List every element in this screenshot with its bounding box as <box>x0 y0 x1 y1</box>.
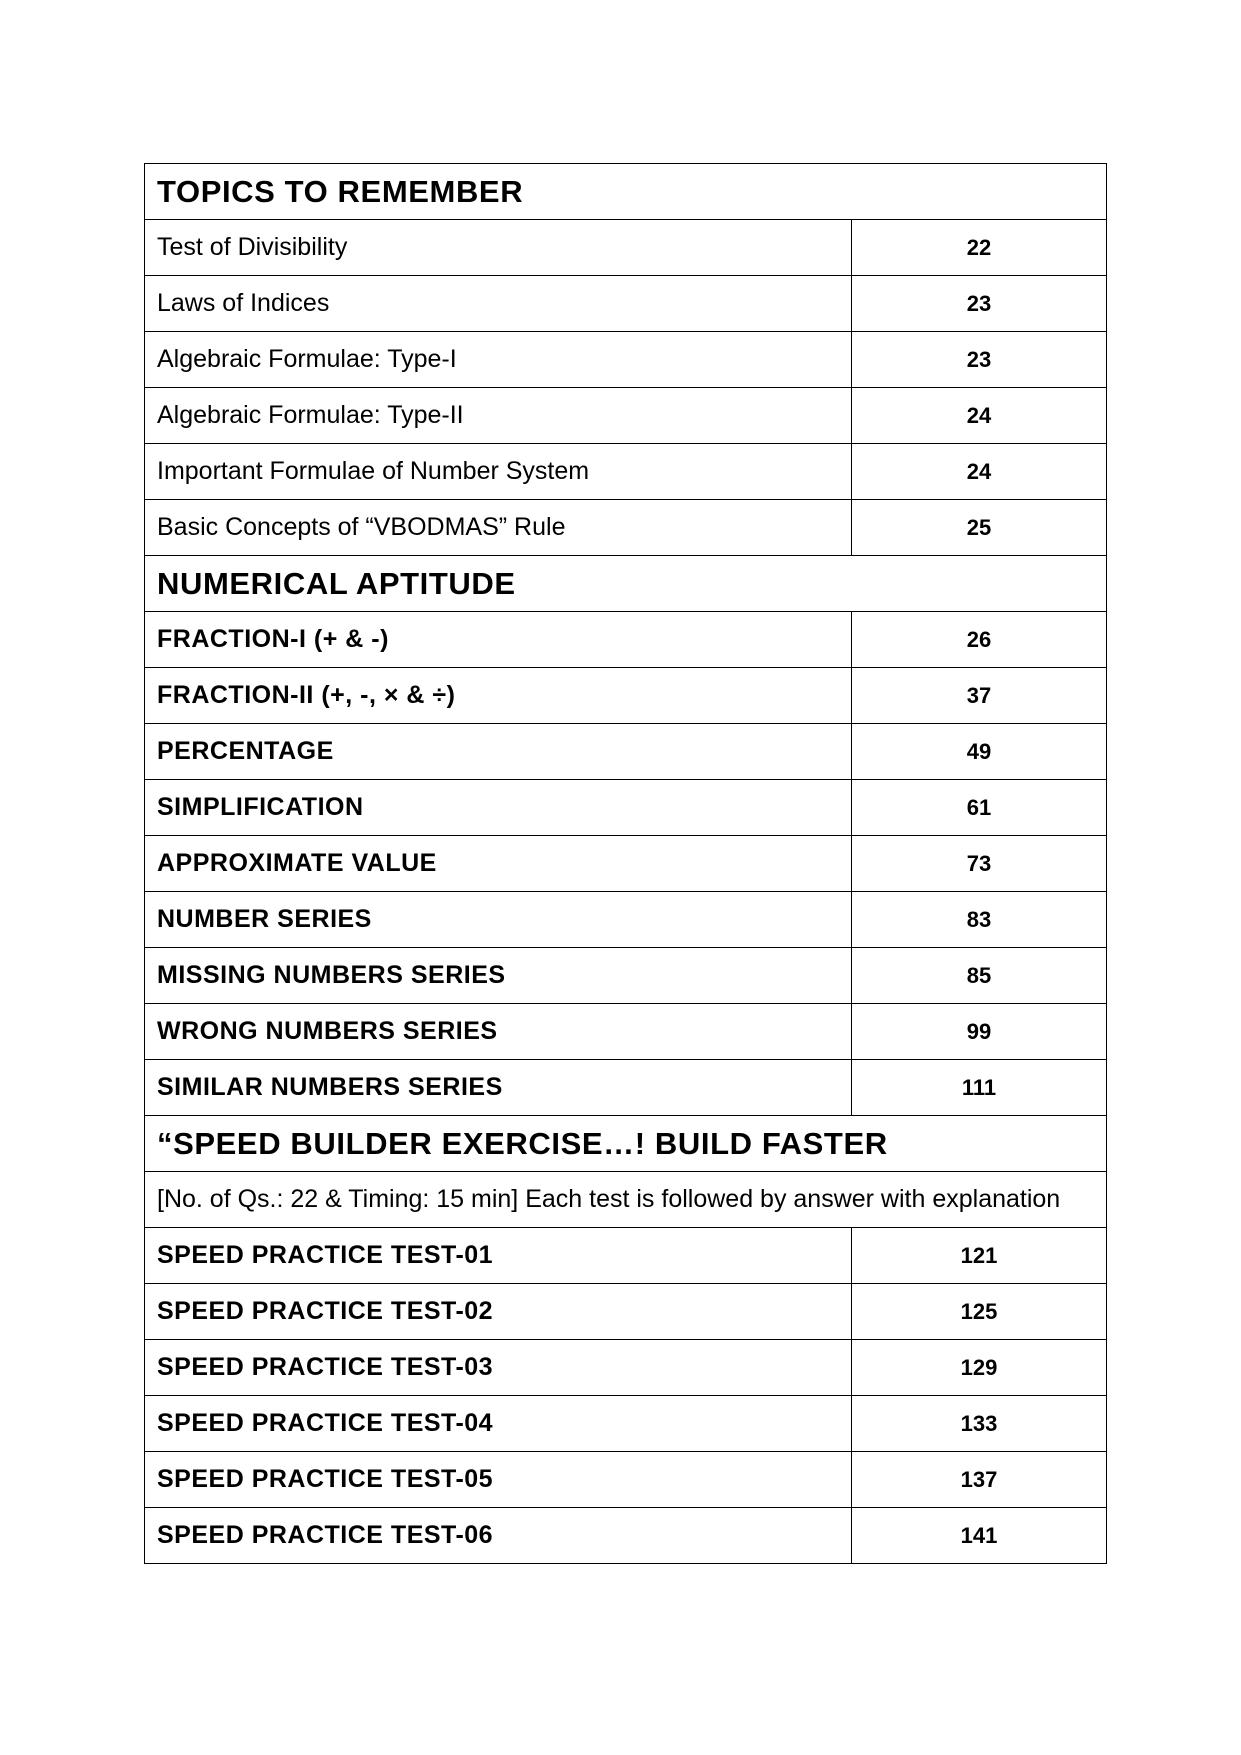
section-heading: NUMERICAL APTITUDE <box>145 556 1107 612</box>
toc-row[interactable] <box>145 668 1107 724</box>
section-header-row <box>145 1116 1107 1172</box>
toc-row[interactable] <box>145 1508 1107 1564</box>
entry-title: Test of Divisibility <box>145 220 852 276</box>
toc-row[interactable] <box>145 276 1107 332</box>
entry-title: Algebraic Formulae: Type-I <box>145 332 852 388</box>
entry-page-number: 111 <box>852 1060 1107 1116</box>
entry-page-number: 121 <box>852 1228 1107 1284</box>
section-heading: “SPEED BUILDER EXERCISE…! BUILD FASTER <box>145 1116 1107 1172</box>
entry-title: Algebraic Formulae: Type-II <box>145 388 852 444</box>
entry-page-number: 129 <box>852 1340 1107 1396</box>
entry-title: SPEED PRACTICE TEST-05 <box>145 1452 852 1508</box>
entry-page-number: 85 <box>852 948 1107 1004</box>
entry-title: APPROXIMATE VALUE <box>145 836 852 892</box>
entry-title: SPEED PRACTICE TEST-04 <box>145 1396 852 1452</box>
entry-title: MISSING NUMBERS SERIES <box>145 948 852 1004</box>
entry-page-number: 25 <box>852 500 1107 556</box>
entry-page-number: 24 <box>852 388 1107 444</box>
toc-row[interactable] <box>145 1284 1107 1340</box>
toc-row[interactable] <box>145 1340 1107 1396</box>
section-header-row <box>145 556 1107 612</box>
entry-page-number: 137 <box>852 1452 1107 1508</box>
entry-page-number: 61 <box>852 780 1107 836</box>
entry-page-number: 49 <box>852 724 1107 780</box>
toc-row[interactable] <box>145 1452 1107 1508</box>
section-header-row <box>145 164 1107 220</box>
section-heading: TOPICS TO REMEMBER <box>145 164 1107 220</box>
section-note-row <box>145 1172 1107 1228</box>
entry-page-number: 37 <box>852 668 1107 724</box>
toc-row[interactable] <box>145 724 1107 780</box>
entry-title: SIMPLIFICATION <box>145 780 852 836</box>
toc-row[interactable] <box>145 1228 1107 1284</box>
entry-title: FRACTION-I (+ & -) <box>145 612 852 668</box>
entry-page-number: 83 <box>852 892 1107 948</box>
entry-title: FRACTION-II (+, -, × & ÷) <box>145 668 852 724</box>
toc-row[interactable] <box>145 1004 1107 1060</box>
toc-row[interactable] <box>145 1396 1107 1452</box>
toc-row[interactable] <box>145 220 1107 276</box>
entry-title: PERCENTAGE <box>145 724 852 780</box>
entry-page-number: 141 <box>852 1508 1107 1564</box>
toc-row[interactable] <box>145 500 1107 556</box>
entry-page-number: 24 <box>852 444 1107 500</box>
entry-page-number: 125 <box>852 1284 1107 1340</box>
entry-title: Important Formulae of Number System <box>145 444 852 500</box>
entry-title: SIMILAR NUMBERS SERIES <box>145 1060 852 1116</box>
entry-page-number: 133 <box>852 1396 1107 1452</box>
entry-page-number: 26 <box>852 612 1107 668</box>
entry-title: SPEED PRACTICE TEST-06 <box>145 1508 852 1564</box>
entry-title: Laws of Indices <box>145 276 852 332</box>
toc-row[interactable] <box>145 780 1107 836</box>
toc-row[interactable] <box>145 836 1107 892</box>
entry-title: SPEED PRACTICE TEST-03 <box>145 1340 852 1396</box>
toc-row[interactable] <box>145 892 1107 948</box>
entry-title: Basic Concepts of “VBODMAS” Rule <box>145 500 852 556</box>
toc-row[interactable] <box>145 1060 1107 1116</box>
entry-page-number: 23 <box>852 332 1107 388</box>
entry-page-number: 99 <box>852 1004 1107 1060</box>
toc-row[interactable] <box>145 948 1107 1004</box>
entry-page-number: 23 <box>852 276 1107 332</box>
entry-title: SPEED PRACTICE TEST-02 <box>145 1284 852 1340</box>
entry-page-number: 22 <box>852 220 1107 276</box>
section-note: [No. of Qs.: 22 & Timing: 15 min] Each test is followed by answer with explanation <box>145 1172 1107 1228</box>
toc-row[interactable] <box>145 332 1107 388</box>
entry-title: NUMBER SERIES <box>145 892 852 948</box>
toc-row[interactable] <box>145 388 1107 444</box>
entry-title: SPEED PRACTICE TEST-01 <box>145 1228 852 1284</box>
entry-title: WRONG NUMBERS SERIES <box>145 1004 852 1060</box>
toc-row[interactable] <box>145 444 1107 500</box>
entry-page-number: 73 <box>852 836 1107 892</box>
table-of-contents <box>144 163 1107 1564</box>
toc-row[interactable] <box>145 612 1107 668</box>
